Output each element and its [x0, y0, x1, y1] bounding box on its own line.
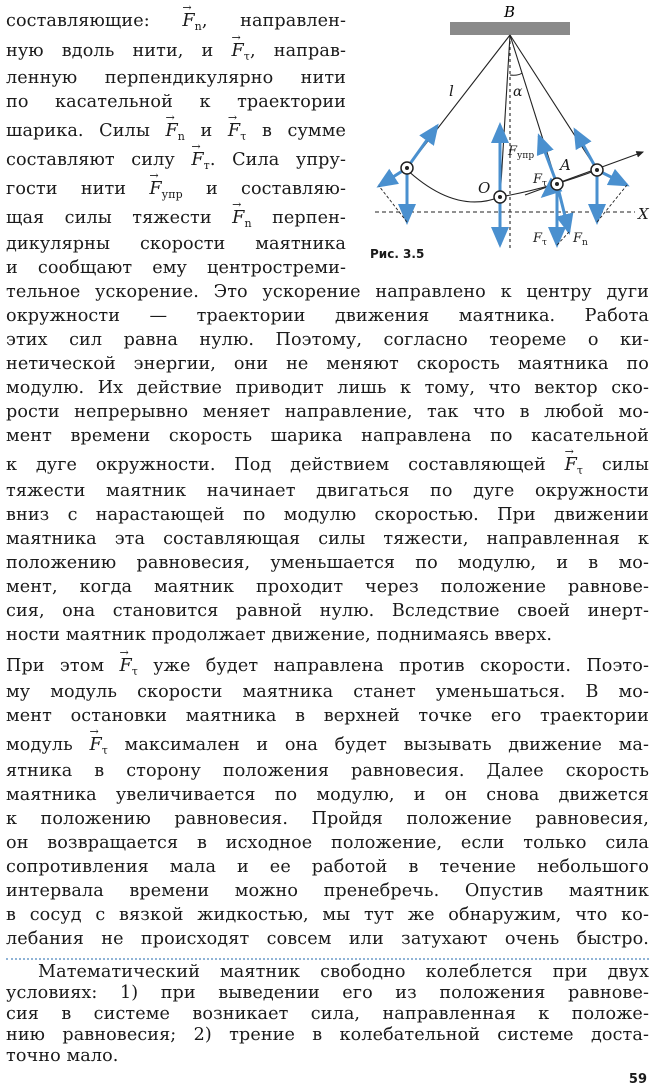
text-line: в сосуд с вязкой жидкостью, мы тут же обнаружим, что ко-: [6, 905, 649, 925]
summary-line: сия в системе возникает сила, направленная к положе-: [6, 1004, 649, 1024]
label-f-upr: $F_{упр}$: [508, 144, 535, 161]
text-line: окружности — траектории движения маятника. Работа: [6, 306, 649, 326]
text-line: маятника эта составляющая силы тяжести, направленная к: [6, 529, 649, 549]
text-line: к дуге окружности. Под действием составляющей → $F_\tau$ силы: [6, 457, 649, 476]
text-line: рости непрерывно меняет направление, так что в любой мо-: [6, 402, 649, 422]
page-number: 59: [628, 1072, 647, 1087]
summary-line: нию равновесия; 2) трение в колебательной системе доста-: [6, 1025, 649, 1045]
text-line: он возвращается в исходное положение, если только сила: [6, 833, 649, 853]
text-line: лебания не происходят совсем или затухают очень быстро.: [6, 929, 649, 949]
text-line: по касательной к траектории: [6, 92, 346, 112]
label-A: A: [560, 156, 571, 174]
text-line: мент, когда маятник проходит через положение равнове-: [6, 577, 649, 597]
text-line: маятника увеличивается по модулю, и он снова движется: [6, 785, 649, 805]
text-line: мент времени скорость шарика направлена по касательной: [6, 426, 649, 446]
text-line: ленную перпендикулярно нити: [6, 68, 346, 88]
text-line: мент остановки маятника в верхней точке его траектории: [6, 706, 649, 726]
text-line: к положению равновесия. Пройдя положение равновесия,: [6, 809, 649, 829]
summary-line: условиях: 1) при выведении его из положения равнове-: [6, 983, 649, 1003]
text-line: сия, она становится равной нулю. Вследствие своей инерт-: [6, 601, 649, 621]
text-line: му модуль скорости маятника станет уменьшаться. В мо-: [6, 682, 649, 702]
pendulum-threads: [407, 35, 597, 250]
text-line: тяжести маятник начинает двигаться по дуге окружности: [6, 481, 649, 501]
text-line: тельное ускорение. Это ускорение направлено к центру дуги: [6, 282, 649, 302]
label-f-n: $F_n$: [573, 231, 588, 248]
text-line: щая силы тяжести → $F_n$ перпен-: [6, 210, 346, 229]
text-line: сопротивления мала и ее работой в течение небольшого: [6, 857, 649, 877]
text-line: ности маятник продолжает движение, поднимаясь вверх.: [6, 625, 553, 645]
text-line: нетической энергии, они не меняют скорость маятника по: [6, 354, 649, 374]
text-line: ятника в сторону положения равновесия. Далее скорость: [6, 761, 649, 781]
label-alpha: α: [513, 84, 523, 100]
text-line: гости нити → $F_{упр}$ и составляю-: [6, 181, 346, 200]
text-line: составляют силу → $F_т$. Сила упру-: [6, 152, 346, 171]
text-line: При этом → $F_\tau$ уже будет направлена против скорости. Поэто-: [6, 658, 649, 677]
alpha-arc: [510, 73, 522, 75]
label-O: O: [478, 179, 491, 197]
text-line: дикулярны скорости маятника: [6, 234, 346, 254]
text-line: и сообщают ему центростреми-: [6, 258, 346, 278]
text-line: модулю. Их действие приводит лишь к тому, что вектор ско-: [6, 378, 649, 398]
text-line: составляющие: → $F_n$, направлен-: [6, 13, 346, 32]
label-f-tau-bottom: $F_\tau$: [533, 231, 548, 248]
figure-caption: Рис. 3.5: [370, 247, 425, 261]
label-X: X: [638, 205, 649, 223]
pendulum-support: [450, 22, 570, 35]
text-line: интервала времени можно пренебречь. Опустив маятник: [6, 881, 649, 901]
text-line: шарика. Силы → $F_n$ $и \to F_\tau$ в сумме: [6, 123, 346, 142]
text-line: модуль → $F_\tau$ максимален и она будет вызывать движение ма-: [6, 737, 649, 756]
support-label-B: B: [504, 3, 516, 21]
label-l: l: [449, 82, 454, 100]
label-f-tau: $F_\tau$: [533, 172, 548, 189]
text-line: вниз с нарастающей по модулю скоростью. При движении: [6, 505, 649, 525]
section-divider: [6, 958, 649, 960]
text-line: положению равновесия, уменьшается по модулю, и в мо-: [6, 553, 649, 573]
pendulum-figure: [365, 0, 655, 270]
summary-line: точно мало.: [6, 1046, 119, 1066]
text-line: ную вдоль нити, $и \to F_\tau$, направ-: [6, 43, 346, 62]
summary-line: Математический маятник свободно колеблется при двух: [38, 962, 649, 982]
text-line: этих сил равна нулю. Поэтому, согласно теореме о ки-: [6, 330, 649, 350]
